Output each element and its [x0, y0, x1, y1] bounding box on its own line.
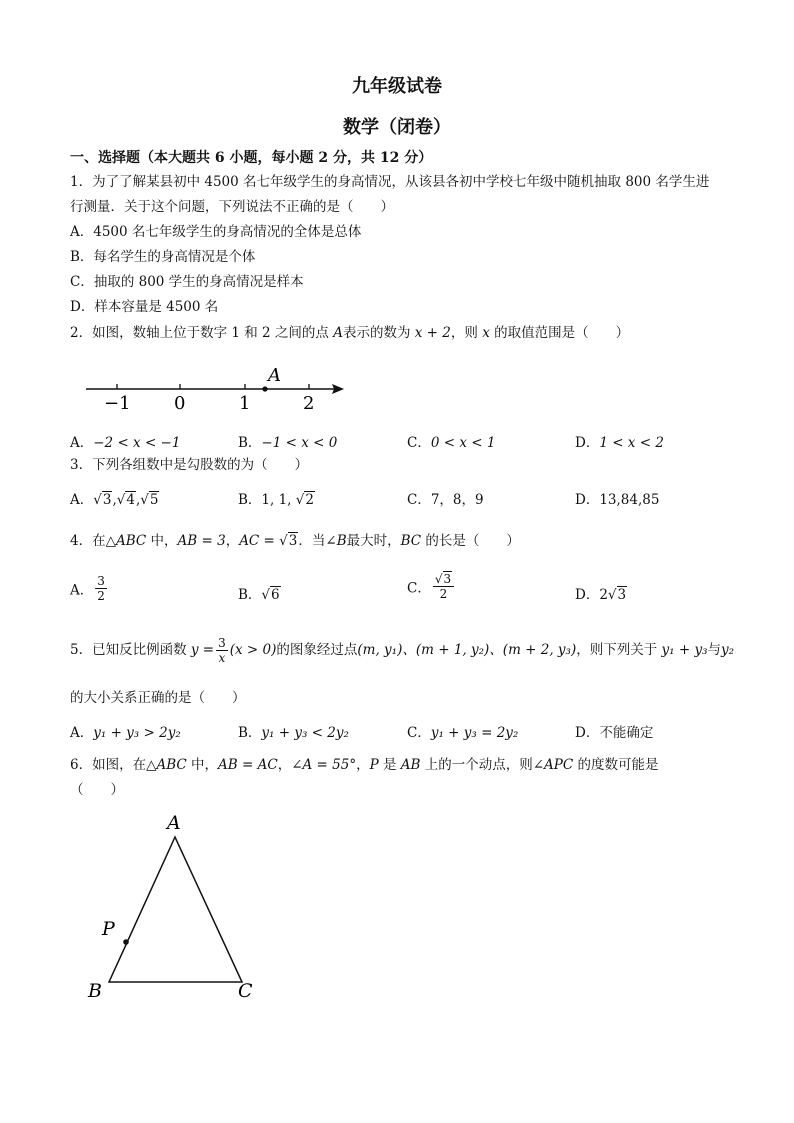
q4-text: ．当∠: [298, 533, 337, 549]
point-p-label: P: [102, 918, 115, 940]
tick-label-0: 0: [174, 393, 186, 414]
q6-text: 6．如图，在△: [70, 757, 157, 773]
option-letter: A．: [70, 582, 94, 599]
fraction: $\frac{3}{2}$: [97, 574, 105, 603]
option-expr: 1, 1,: [261, 492, 296, 508]
q4-ac: AC =: [239, 533, 280, 549]
q5-func-lhs: y =: [190, 642, 215, 658]
option-letter: A．: [70, 435, 94, 451]
q6-text: 是: [378, 757, 401, 773]
q3-option-b: B．1, 1, √2: [238, 492, 314, 508]
q4-option-a: [70, 574, 109, 603]
option-expr: 2: [599, 587, 608, 603]
number-line-figure: [80, 362, 360, 414]
q4-option-b: B．√6: [238, 587, 280, 603]
option-letter: A．: [70, 492, 94, 508]
q4-option-d: D．2√3: [575, 587, 627, 603]
q2-var: x: [482, 325, 490, 341]
q5-option-b: [238, 721, 349, 741]
q6-text: ，: [356, 757, 370, 773]
q3-option-d: [575, 488, 659, 508]
q3-stem: 3．下列各组数中是勾股数的为（ ）: [70, 457, 309, 473]
q2-text: 2．如图，数轴上位于数字 1 和 2 之间的点: [70, 325, 334, 341]
point-a-dot: [262, 386, 267, 391]
radicand: 5: [149, 492, 159, 508]
option-letter: C．: [407, 580, 431, 597]
option-expr: y₁ + y₃ > 2y₂: [93, 725, 181, 741]
q5-text: 的图象经过点: [276, 642, 358, 658]
vertex-a-label: A: [167, 812, 181, 834]
option-letter: D．: [575, 587, 600, 603]
q5-expr2: y₂: [721, 642, 735, 658]
q4-text: 的长是（ ）: [421, 533, 520, 549]
q5-expr1: y₁ + y₃: [661, 642, 708, 658]
option-expr: −2 < x < −1: [93, 435, 181, 451]
q5-text: 5．已知反比例函数: [70, 642, 191, 658]
q5-option-c: [407, 721, 518, 741]
q5-points: (m, y₁)、(m + 1, y₂)、(m + 2, y₃): [357, 642, 577, 658]
section-heading: 一、选择题（本大题共 6 小题，每小题 2 分，共 12 分）: [70, 150, 433, 166]
q4-stem: 4．在△ABC 中，AB = 3，AC = √3．当∠B最大时，BC 的长是（ ）: [70, 533, 520, 549]
q2-stem: [70, 323, 629, 343]
q5-line2: 的大小关系正确的是（ ）: [70, 690, 246, 706]
q4-tri: ABC: [115, 533, 147, 549]
option-letter: A．: [70, 725, 94, 741]
q2-text: 表示的数为: [342, 325, 415, 341]
q5-fraction: $\frac{3}{x}$: [218, 636, 226, 665]
q1-line1: 1．为了了解某县初中 4500 名七年级学生的身高情况，从该县各初中学校七年级中随机抽取 800 名学生进: [70, 174, 710, 190]
q4-text: ，: [225, 533, 240, 549]
q6-line2: （ ）: [70, 782, 124, 798]
q4-text: 4．在△: [70, 533, 116, 549]
q3-option-a: A．√3,√4,√5: [70, 492, 159, 508]
q6-angle-apc: ∠APC: [532, 757, 574, 773]
q1-line2: 行测量．关于这个问题，下列说法不正确的是（ ）: [70, 199, 394, 215]
q6-angle-a: ∠A = 55°: [291, 757, 357, 773]
point-p-dot: [123, 939, 129, 945]
point-a-label: A: [268, 365, 281, 386]
option-letter: B．: [238, 435, 262, 451]
q5-text: 与: [707, 642, 722, 658]
option-letter: C．: [407, 492, 431, 508]
q6-eq: AB = AC: [218, 757, 278, 773]
option-expr: 7，8，9: [430, 492, 484, 508]
vertex-b-label: B: [88, 980, 102, 1002]
radicand: 3: [617, 587, 627, 603]
option-letter: D．: [575, 492, 600, 508]
tick-label-1: 1: [239, 393, 251, 414]
q6-tri: ABC: [156, 757, 187, 773]
radicand: 4: [126, 492, 135, 508]
radicand: 3: [102, 492, 112, 508]
q5-condition: (x > 0): [229, 642, 277, 658]
q6-stem: [70, 755, 659, 775]
option-expr: y₁ + y₃ = 2y₂: [430, 725, 519, 741]
radicand: 2: [305, 492, 314, 508]
option-expr: 0 < x < 1: [430, 435, 496, 451]
fraction: $\frac{√3}{2}$: [433, 572, 454, 601]
tick-label-neg1: −1: [104, 393, 131, 414]
option-expr: 13,84,85: [599, 492, 660, 508]
vertex-c-label: C: [238, 980, 253, 1002]
triangle-abc: [109, 837, 242, 982]
q2-option-d: [575, 431, 664, 451]
q2-option-a: [70, 431, 180, 451]
q4-bc: BC: [400, 533, 422, 549]
option-letter: B．: [238, 725, 262, 741]
q5-option-a: [70, 721, 181, 741]
q1-option-c: C．抽取的 800 学生的身高情况是样本: [70, 274, 304, 290]
option-expr: −1 < x < 0: [261, 435, 338, 451]
option-letter: B．: [238, 492, 262, 508]
q6-text: 的度数可能是: [573, 757, 659, 773]
radicand: 6: [271, 587, 280, 603]
page-subtitle: 数学（闭卷）: [343, 117, 451, 138]
q1-option-d: D．样本容量是 4500 名: [70, 299, 219, 315]
q5-text: ，则下列关于: [576, 642, 662, 658]
q6-text: 中，: [186, 757, 219, 773]
q1-option-b: B．每名学生的身高情况是个体: [70, 249, 256, 265]
q4-ab: AB = 3: [177, 533, 226, 549]
q4-option-c: [407, 572, 456, 601]
triangle-figure: [80, 805, 280, 1010]
q2-text: ，则: [450, 325, 483, 341]
q2-option-b: [238, 431, 337, 451]
q2-expr: x + 2: [414, 325, 451, 341]
q4-text: 最大时，: [346, 533, 401, 549]
q2-option-c: [407, 431, 495, 451]
q4-text: 中，: [146, 533, 178, 549]
q6-text: ，: [277, 757, 292, 773]
q6-text: 上的一个动点，则: [420, 757, 533, 773]
option-expr: 1 < x < 2: [599, 435, 664, 451]
q4-angle: B: [336, 533, 347, 549]
option-letter: C．: [407, 435, 431, 451]
radicand: 3: [288, 533, 298, 549]
q5-stem: [70, 635, 734, 665]
option-expr: y₁ + y₃ < 2y₂: [261, 725, 349, 741]
q1-option-a: A．4500 名七年级学生的身高情况的全体是总体: [70, 224, 362, 240]
option-letter: D．: [575, 435, 600, 451]
option-letter: C．: [407, 725, 431, 741]
q2-point: A: [333, 325, 343, 341]
q6-p: P: [369, 757, 379, 773]
option-letter: B．: [238, 587, 262, 603]
q5-option-d: D．不能确定: [575, 725, 654, 741]
tick-label-2: 2: [303, 393, 315, 414]
q6-ab: AB: [400, 757, 421, 773]
page-title: 九年级试卷: [352, 76, 442, 97]
q2-text: 的取值范围是（ ）: [489, 325, 630, 341]
q3-option-c: [407, 488, 484, 508]
